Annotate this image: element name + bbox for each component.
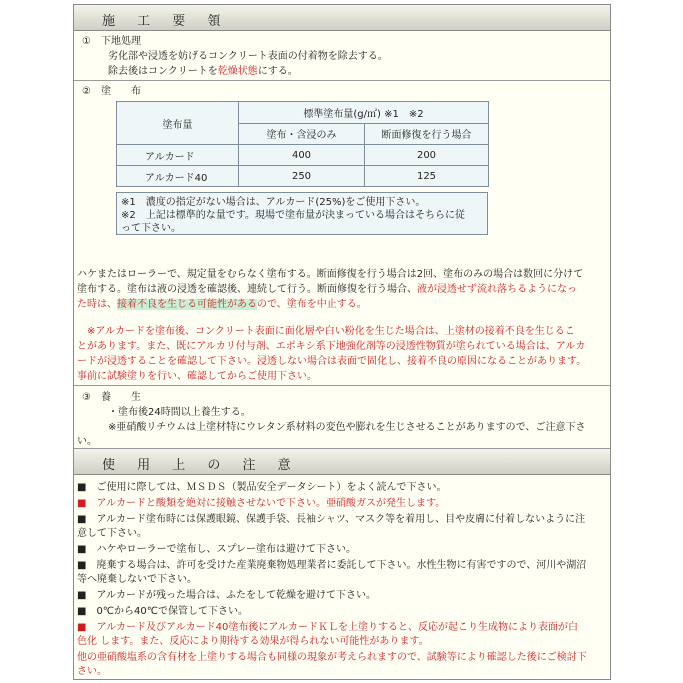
- dry-state-highlight: 乾燥状態: [217, 66, 258, 77]
- section-header-cautions: 使 用 上 の 注 意: [74, 449, 610, 475]
- application-para1-line3: た時は、接着不良を生じる可能性があるので、塗布を中止する。: [77, 299, 367, 310]
- note-1: ※1 濃度の指定がない場合は、アルカード(25%)をご使用下さい。: [121, 197, 426, 208]
- section-header-construction: 施 工 要 領: [74, 5, 610, 31]
- note-2: ※2 上記は標準的な量です。現場で塗布量が決まっている場合はそちらに従: [121, 210, 465, 221]
- caution-nitrite-line2: さい。: [77, 666, 107, 677]
- table-row: アルカード40 250 125: [117, 166, 489, 187]
- table-header-standard: 標準塗布量(g/㎡) ※1 ※2: [239, 102, 489, 124]
- caution-protection-line1: ■ アルカード塗布時には保護眼鏡、保護手袋、長袖シャツ、マスク等を着用し、目や皮膚に付着しないように注: [77, 514, 586, 525]
- application-para2-line4: 事前に試験塗りを行い、確認してからご使用下さい。: [77, 371, 317, 382]
- caution-nitrite-line1: 他の亜硝酸塩系の含有材を上塗りする場合も同様の現象が考えられますので、試験等により確認した後にご検討下: [77, 652, 587, 663]
- table-header-col2: 断面修復を行う場合: [365, 123, 489, 145]
- caution-spray: ■ ハケやローラーで塗布し、スプレー塗布は避けて下さい。: [77, 544, 357, 555]
- note-3: って下さい。: [121, 223, 181, 234]
- application-para1-line1: ハケまたはローラーで、規定量をむらなく塗布する。断面修復を行う場合は2回、塗布のみの場合は数回に分けて: [77, 269, 584, 280]
- curing-line3: い。: [77, 436, 97, 447]
- section-application: [74, 81, 610, 386]
- table-header-col1: 塗布・含浸のみ: [239, 123, 365, 145]
- application-title: ② 塗 布: [82, 86, 141, 97]
- document-frame: [73, 4, 611, 680]
- table-header-amount: 塗布量: [117, 102, 239, 145]
- curing-title: ③ 養 生: [82, 392, 141, 403]
- caution-disposal-line1: ■ 廃棄する場合は、許可を受けた産業廃棄物処理業者に委託して下さい。水性生物に有害ですので、河川や湖沼: [77, 560, 587, 571]
- application-notes-box: [116, 192, 488, 235]
- surface-prep-title: ① 下地処理: [82, 36, 141, 47]
- application-para2-line2: とがあります。また、既にアルカリ付与剤、エポキシ系下地強化剤等の浸透性物質が塗られている場合は、アルカ: [77, 341, 586, 352]
- section-curing: [74, 386, 610, 449]
- table-row: アルカード 400 200: [117, 145, 489, 166]
- curing-line1: ・塗布後24時間以上養生する。: [108, 407, 251, 418]
- surface-prep-line1: 劣化部や浸透を妨げるコンクリート表面の付着物を除去する。: [108, 51, 388, 62]
- curing-line2: ※亜硝酸リチウムは上塗材特にウレタン系材料の変色や膨れを生じさせることがありますので、ご注意下さ: [108, 422, 586, 433]
- section-cautions: [74, 475, 610, 675]
- caution-msds: ■ ご使用に際しては、ＭＳＤＳ（製品安全データシート）をよく読んで下さい。: [77, 482, 447, 493]
- caution-kl-line1: ■ アルカード及びアルカード40塗布後にアルカードＫＬを上塗りすると、反応が起こり生成物により表面が白: [77, 622, 578, 633]
- surface-prep-line2: 除去後はコンクリートを乾燥状態にする。: [108, 66, 298, 77]
- caution-storage-temp: ■ 0℃から40℃で保管して下さい。: [77, 606, 248, 617]
- application-para1-line2: 塗布する。塗布は液の浸透を確認後、連続して行う。断面修復を行う場合、液が浸透せず流れ落ちるようになっ: [77, 284, 577, 295]
- caution-protection-line2: 意して下さい。: [77, 528, 147, 539]
- coating-amount-table: [116, 101, 489, 187]
- section-surface-prep: [74, 31, 610, 81]
- caution-kl-line2: 色化 します。また、反応により期待する効果が得られない可能性があります。: [77, 636, 429, 647]
- caution-storage-lid: ■ アルカードが残った場合は、ふたをして乾燥を避けて下さい。: [77, 590, 377, 601]
- caution-disposal-line2: 等へ廃棄しないで下さい。: [77, 574, 197, 585]
- application-para2-line1: ※アルカードを塗布後、コンクリート表面に面化層や白い粉化を生じた場合は、上塗材の接着不良を生じるこ: [77, 326, 575, 337]
- application-para2-line3: ードが浸透することを確認して下さい。浸透しない場合は表面で固化し、接着不良の原因になることがあります。: [77, 356, 587, 367]
- caution-acid: ■ アルカードと酸類を絶対に接触させないで下さい。亜硝酸ガスが発生します。: [77, 498, 446, 509]
